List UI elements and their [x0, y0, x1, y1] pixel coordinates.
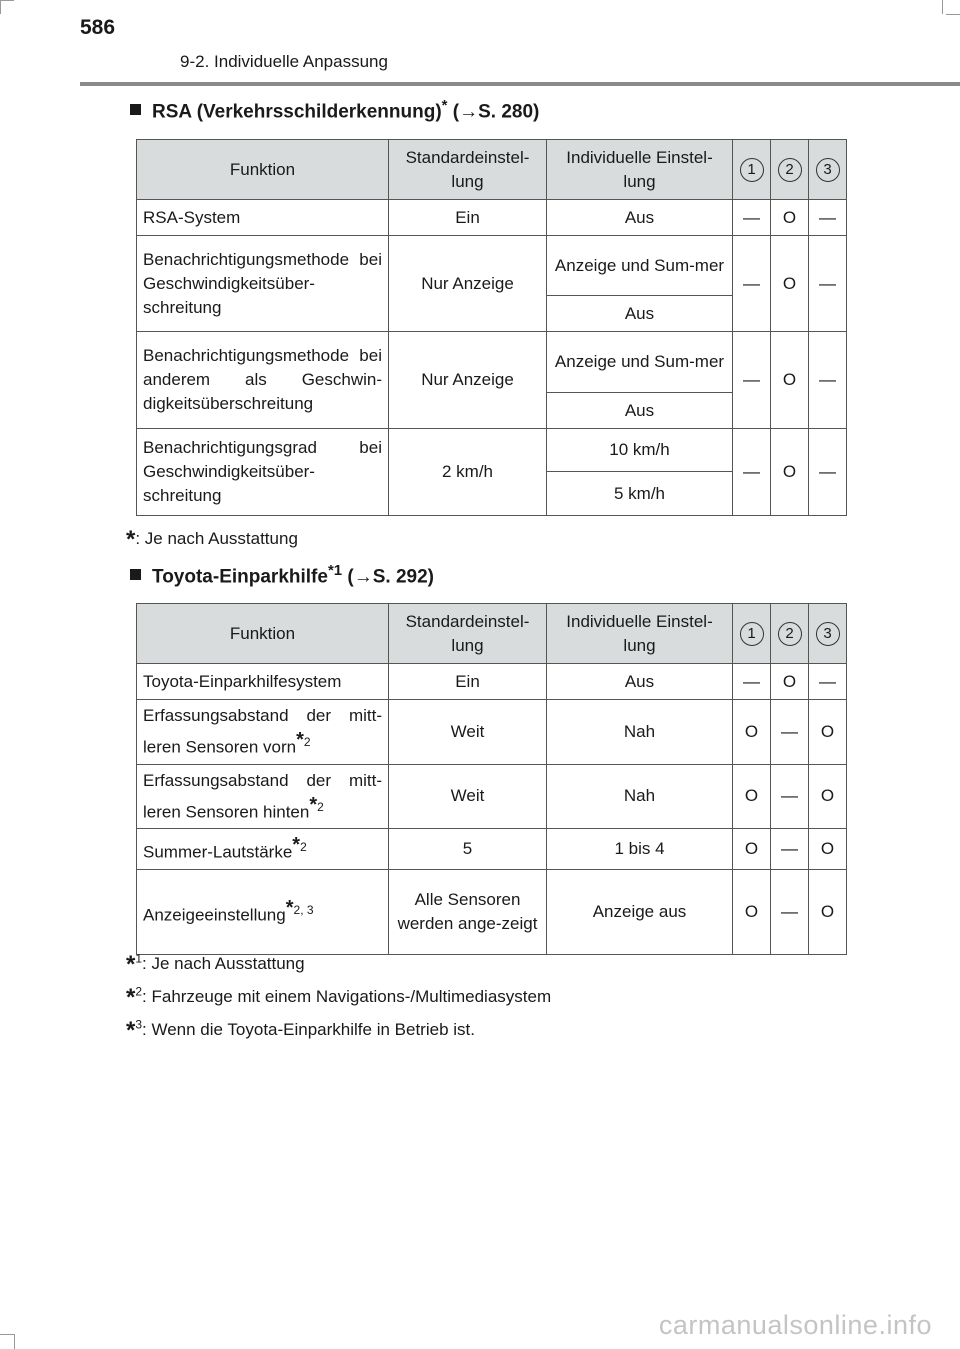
cell-funktion: [137, 764, 389, 829]
footnote-star: *: [296, 729, 304, 751]
footnote-marker: [296, 729, 311, 751]
cell-standard: 5: [389, 829, 547, 870]
crop-mark: [14, 1334, 15, 1349]
footnote-star: *: [309, 793, 318, 816]
cell-standard: Weit: [389, 764, 547, 829]
cell-col-3: —: [809, 429, 847, 516]
footnote-number: 1: [135, 951, 143, 966]
col-header-standard: Standardeinstel-lung: [389, 604, 547, 664]
footnote-2: [126, 984, 551, 1012]
cell-col-3: —: [809, 200, 847, 236]
col-header-1: [733, 604, 771, 664]
table-row: [137, 664, 847, 700]
cell-col-1: O: [733, 764, 771, 829]
footnote-text: : Wenn die Toyota-Einparkhilfe in Betrieb ist.: [142, 1020, 475, 1039]
table-row: [137, 869, 847, 954]
section-title-einparkhilfe: [130, 562, 434, 588]
crop-mark: [942, 0, 943, 14]
header-rule: [80, 82, 960, 86]
cell-funktion-text: Summer-Lautstärke: [143, 842, 293, 862]
cell-individual: Aus: [547, 393, 733, 429]
table-header-row: [137, 140, 847, 200]
cell-col-1: O: [733, 869, 771, 954]
cell-individual: Aus: [547, 200, 733, 236]
cell-col-1: —: [733, 236, 771, 332]
cell-col-1: —: [733, 664, 771, 700]
footnote-marker: [285, 897, 314, 920]
footnote-text: : Je nach Ausstattung: [135, 529, 298, 548]
col-header-3: [809, 604, 847, 664]
page-number: 586: [80, 16, 116, 39]
cell-individual: 10 km/h: [547, 429, 733, 472]
cell-col-2: O: [771, 200, 809, 236]
footnote-text: : Fahrzeuge mit einem Navigations-/Multimediasystem: [142, 987, 552, 1006]
watermark: carmanualsonline.info: [658, 1310, 932, 1340]
footnote-marker: *: [126, 951, 136, 978]
cell-col-3: O: [809, 829, 847, 870]
cell-col-1: O: [733, 700, 771, 765]
page-reference: (→S. 280): [447, 101, 540, 123]
cell-standard: Nur Anzeige: [389, 332, 547, 429]
cell-funktion: RSA-System: [137, 200, 389, 236]
circled-number-2-icon: 2: [778, 158, 802, 182]
table-row: [137, 200, 847, 236]
circled-number-2-icon: 2: [778, 622, 802, 646]
page-reference: (→S. 292): [342, 566, 435, 588]
section-title-text: Toyota-Einparkhilfe: [152, 566, 328, 588]
footnote-marker: [309, 793, 324, 816]
footnote-number: 2: [300, 840, 307, 855]
table-header-row: [137, 604, 847, 664]
cell-col-2: O: [771, 664, 809, 700]
footnote-number: 2: [135, 984, 143, 999]
cell-funktion: Benachrichtigungsmethode bei anderem als Geschwin-digkeitsüberschreitung: [137, 332, 389, 429]
cell-individual: 5 km/h: [547, 472, 733, 516]
cell-standard: Ein: [389, 664, 547, 700]
cell-col-2: —: [771, 700, 809, 765]
cell-col-2: —: [771, 764, 809, 829]
cell-col-3: —: [809, 332, 847, 429]
cell-individual: 1 bis 4: [547, 829, 733, 870]
footnote-number: 2, 3: [293, 903, 314, 918]
cell-col-2: O: [771, 332, 809, 429]
footnote-marker: *: [126, 1017, 136, 1044]
cell-col-2: O: [771, 236, 809, 332]
cell-col-2: —: [771, 869, 809, 954]
cell-funktion-text: Toyota-Einparkhilfesystem: [143, 671, 342, 691]
cell-col-1: —: [733, 200, 771, 236]
col-header-funktion: Funktion: [137, 140, 389, 200]
chapter-title: 9-2. Individuelle Anpassung: [180, 52, 388, 71]
col-header-standard: Standardeinstel-lung: [389, 140, 547, 200]
col-header-individual: Individuelle Einstel-lung: [547, 604, 733, 664]
footnote-text: : Je nach Ausstattung: [142, 954, 305, 973]
table-row: [137, 236, 847, 296]
cell-funktion: [137, 869, 389, 954]
crop-mark: [0, 0, 1, 14]
cell-individual: Nah: [547, 764, 733, 829]
cell-col-2: O: [771, 429, 809, 516]
cell-individual: Anzeige und Sum-mer: [547, 236, 733, 296]
cell-col-1: —: [733, 429, 771, 516]
cell-individual: Aus: [547, 664, 733, 700]
col-header-individual: Individuelle Einstel-lung: [547, 140, 733, 200]
cell-col-3: —: [809, 236, 847, 332]
einparkhilfe-settings-table: [136, 603, 847, 955]
cell-funktion: [137, 664, 389, 700]
footnote-marker: *: [126, 526, 136, 553]
table-row: [137, 829, 847, 870]
cell-col-3: —: [809, 664, 847, 700]
crop-mark: [0, 0, 14, 1]
cell-standard: Ein: [389, 200, 547, 236]
cell-col-1: —: [733, 332, 771, 429]
col-header-2: [771, 140, 809, 200]
footnote: [126, 526, 298, 554]
cell-funktion-text: Erfassungsabstand der mitt-leren Sensoren vorn: [143, 706, 382, 757]
footnote-number: 2: [317, 799, 324, 814]
footnote-number: 3: [135, 1017, 143, 1032]
footnote-3: [126, 1017, 475, 1045]
section-title-rsa: [130, 97, 539, 123]
cell-col-3: O: [809, 764, 847, 829]
table-row: [137, 332, 847, 393]
col-header-2: [771, 604, 809, 664]
col-header-funktion: Funktion: [137, 604, 389, 664]
circled-number-1-icon: 1: [740, 158, 764, 182]
cell-standard: Alle Sensoren werden ange-zeigt: [389, 869, 547, 954]
footnote-marker: *: [126, 984, 136, 1011]
cell-standard: 2 km/h: [389, 429, 547, 516]
footnote-1: [126, 951, 305, 979]
table-row: [137, 429, 847, 472]
cell-col-3: O: [809, 869, 847, 954]
col-header-3: [809, 140, 847, 200]
rsa-settings-table: [136, 139, 847, 516]
cell-col-3: O: [809, 700, 847, 765]
cell-funktion-text: Anzeigeeinstellung: [143, 905, 286, 925]
cell-col-1: O: [733, 829, 771, 870]
cell-individual: Aus: [547, 296, 733, 332]
footnote-star: *: [327, 562, 334, 579]
cell-funktion: Benachrichtigungsgrad bei Geschwindigkeitsüber-schreitung: [137, 429, 389, 516]
footnote-star: *: [292, 834, 301, 857]
col-header-1: [733, 140, 771, 200]
cell-funktion: Benachrichtigungsmethode bei Geschwindigkeitsüber-schreitung: [137, 236, 389, 332]
cell-col-2: —: [771, 829, 809, 870]
table-row: [137, 700, 847, 765]
square-bullet-icon: [130, 104, 141, 115]
circled-number-3-icon: 3: [816, 622, 840, 646]
footnote-number: 1: [333, 562, 343, 579]
footnote-marker: [328, 562, 342, 579]
circled-number-1-icon: 1: [740, 622, 764, 646]
footnote-marker: *: [441, 97, 448, 114]
cell-individual: Anzeige aus: [547, 869, 733, 954]
cell-standard: Weit: [389, 700, 547, 765]
footnote-number: 2: [303, 735, 311, 749]
footnote-star: *: [285, 897, 294, 920]
crop-mark: [0, 1334, 14, 1335]
cell-individual: Anzeige und Sum-mer: [547, 332, 733, 393]
cell-funktion: [137, 829, 389, 870]
cell-standard: Nur Anzeige: [389, 236, 547, 332]
cell-individual: Nah: [547, 700, 733, 765]
section-title-text: RSA (Verkehrsschilderkennung): [152, 101, 442, 123]
footnote-marker: [292, 834, 307, 857]
cell-funktion-text: Erfassungsabstand der mitt-leren Sensoren hinten: [143, 770, 382, 822]
circled-number-3-icon: 3: [816, 158, 840, 182]
square-bullet-icon: [130, 569, 141, 580]
crop-mark: [946, 14, 960, 15]
cell-funktion: [137, 700, 389, 765]
table-row: [137, 764, 847, 829]
